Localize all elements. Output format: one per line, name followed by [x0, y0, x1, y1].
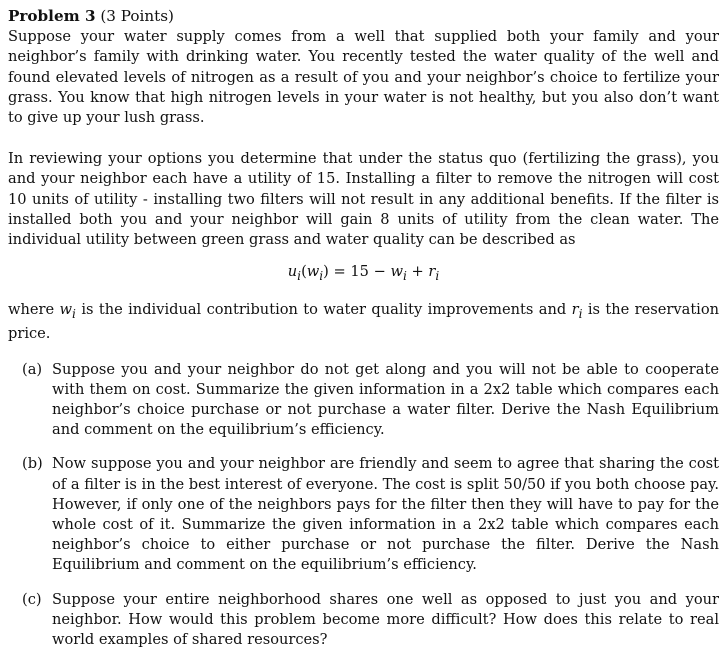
list-item — [22, 360, 719, 441]
definition-where: where — [8, 301, 55, 319]
list-item — [22, 590, 719, 651]
definition-r-sub: i — [578, 307, 583, 322]
definition-r-symbol: r — [571, 301, 579, 319]
equation-plus: + — [411, 263, 424, 281]
part-c-text: Suppose your entire neighborhood shares one well as opposed to just you and your neighbor. How would this problem become more difficult? How does this relate to real world examples of shared resources? — [52, 590, 719, 649]
part-a-text: Suppose you and your neighbor do not get along and you will not be able to cooperate with them on cost. Summarize the given information in a 2x2 table which compares each neighbor’s choice purchase or not purchase a water filter. Derive the Nash Equilibrium and comment on the equilibrium’s efficiency. — [52, 360, 719, 439]
equation-arg-sub: i — [319, 269, 324, 284]
problem-title: Problem 3 — [8, 7, 96, 25]
definition-w-sub: i — [72, 307, 76, 322]
definition-r-text: is the reservation price. — [8, 301, 720, 343]
equation-term1: w — [390, 263, 403, 281]
parts-list — [8, 360, 719, 651]
equation-arg: w — [306, 263, 320, 281]
definition-paragraph — [8, 300, 719, 344]
equation-term2: r — [428, 263, 436, 281]
equation-lhs-sub: i — [297, 269, 302, 284]
part-b-text: Now suppose you and your neighbor are friendly and seem to agree that sharing the cost of a filter is in the best interest of everyone. The cost is split 50/50 if you both choose pay. However, if only one of the neighbors pays for the filter then they will have to pay for the whole cost of it. Summarize the given information in a 2x2 table which compares each neighbor’s choice to either purchase or not purchase the filter. Derive the Nash Equilibrium and comment on the equilibrium’s efficiency. — [52, 455, 719, 574]
options-paragraph: In reviewing your options you determine that under the status quo (fertilizing the grass), you and your neighbor each have a utility of 15. Installing a filter to remove the nitrogen will cost 10 units of utility - installing two filters will not result in any additional benefits. If the filter is installed both you and your neighbor will gain 8 units of utility from the clean water. The individual utility between green grass and water quality can be described as — [8, 150, 719, 249]
equation-term1-sub: i — [402, 269, 407, 284]
equation-equals: = 15 − — [333, 263, 386, 281]
intro-paragraph: Suppose your water supply comes from a well that supplied both your family and your neighbor’s family with drinking water. You recently tested the water quality of the well and found elevated levels of nitrogen as a result of you and your neighbor’s choice to fertilize your grass. You know that high nitrogen levels in your water is not healthy, but you also don’t want to give up your lush grass. — [8, 28, 719, 127]
part-b-label: (b) — [22, 455, 43, 473]
equation-term2-sub: i — [435, 269, 440, 284]
part-c-label: (c) — [22, 590, 42, 608]
definition-w-symbol: w — [59, 301, 73, 319]
definition-w-text: is the individual contribution to water quality improvements and — [81, 301, 567, 319]
equation-lhs: u — [287, 263, 298, 281]
list-item — [22, 454, 719, 575]
problem-points: (3 Points) — [100, 7, 174, 25]
utility-equation: $u_i(w_i) = 15 - w_i + r_i$ — [287, 263, 440, 284]
part-a-label: (a) — [22, 360, 43, 378]
problem-heading — [8, 6, 719, 26]
